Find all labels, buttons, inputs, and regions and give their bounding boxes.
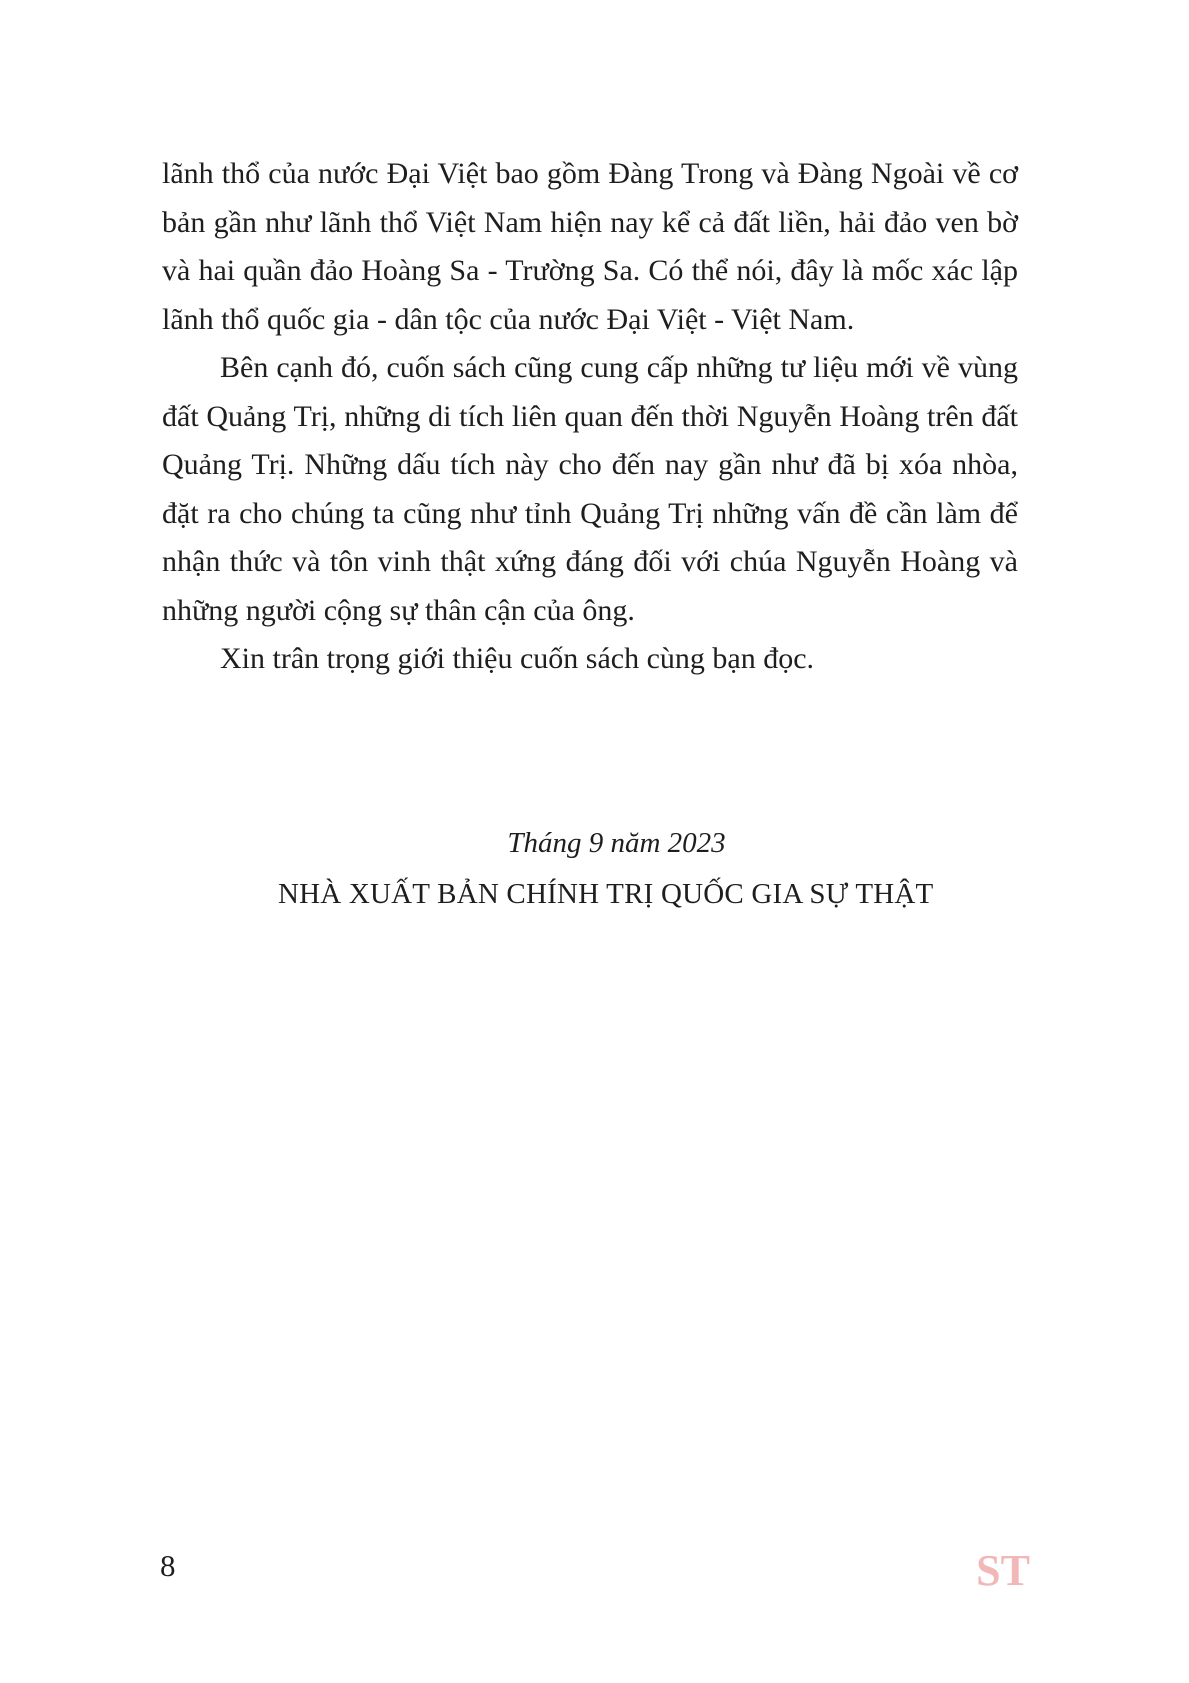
page-number: 8 [160,1548,176,1583]
paragraph-new-materials: Bên cạnh đó, cuốn sách cũng cung cấp những tư liệu mới về vùng đất Quảng Trị, những di tích liên quan đến thời Nguyễn Hoàng trên đất Quảng Trị. Những dấu tích này cho đến nay gần như đã bị xóa nhòa, đặt ra cho chúng ta cũng như tỉnh Quảng Trị những vấn đề cần làm để nhận thức và tôn vinh thật xứng đáng đối với chúa Nguyễn Hoàng và những người cộng sự thân cận của ông. [162,351,1018,627]
paragraph-introduction: Xin trân trọng giới thiệu cuốn sách cùng bạn đọc. [220,642,815,675]
closing-date: Tháng 9 năm 2023 [507,827,726,859]
publisher-logo-icon [976,1543,1030,1595]
publisher-signature: NHÀ XUẤT BẢN CHÍNH TRỊ QUỐC GIA SỰ THẬT [278,878,934,910]
logo-text: ST [976,1546,1030,1595]
body-text [162,150,1018,684]
paragraph-continuation: lãnh thổ của nước Đại Việt bao gồm Đàng Trong và Đàng Ngoài về cơ bản gần như lãnh thổ Việt Nam hiện nay kể cả đất liền, hải đảo ven bờ và hai quần đảo Hoàng Sa - Trường Sa. Có thể nói, đây là mốc xác lập lãnh thổ quốc gia - dân tộc của nước Đại Việt - Việt Nam. [162,157,1018,336]
